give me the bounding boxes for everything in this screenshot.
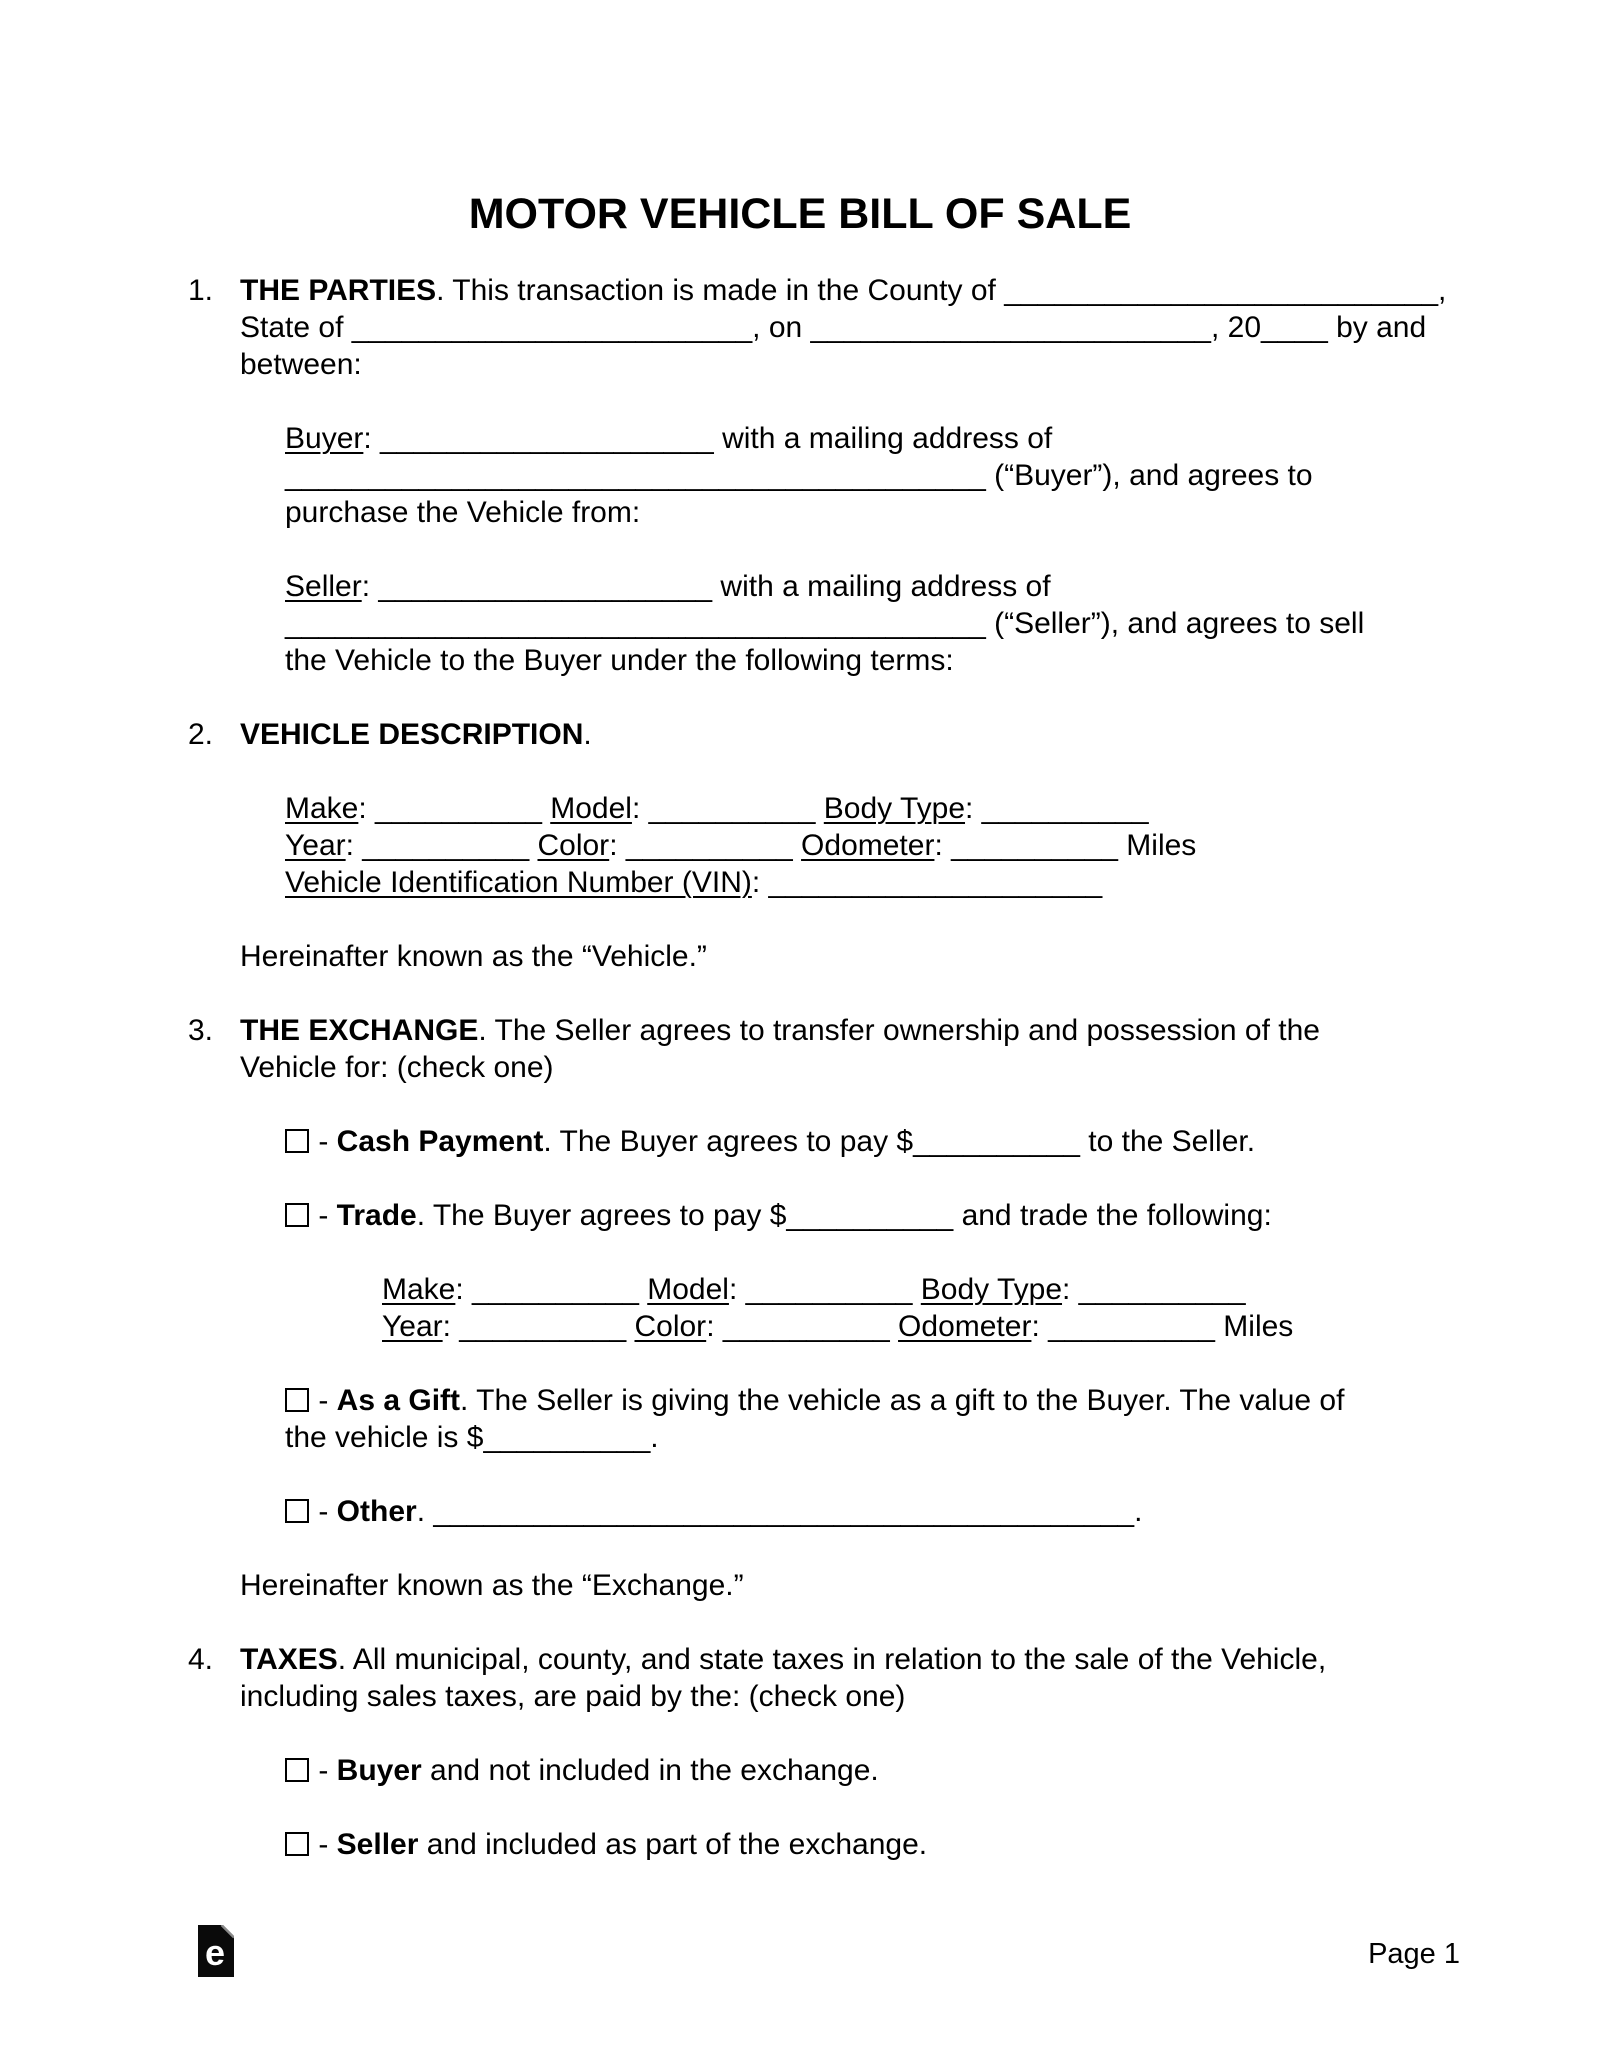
seller-label: Seller xyxy=(285,570,362,603)
buyer-line-1 xyxy=(285,420,1462,457)
other-blank: . __________________________________________. xyxy=(416,1495,1143,1528)
year-blank: : __________ xyxy=(345,829,538,862)
cash-payment-label: Cash Payment xyxy=(336,1125,544,1158)
tax-buyer-line xyxy=(285,1752,1462,1789)
section-body xyxy=(240,272,1462,679)
section-number: 3. xyxy=(188,1014,214,1047)
trade-label: Trade xyxy=(336,1199,417,1232)
cash-payment-text: . The Buyer agrees to pay $__________ to the Seller. xyxy=(543,1125,1256,1158)
make-blank: : __________ xyxy=(358,792,551,825)
model-blank: : __________ xyxy=(631,792,824,825)
section-heading: THE PARTIES xyxy=(240,274,437,307)
body-type-blank: : __________ xyxy=(1062,1273,1246,1306)
document-title: MOTOR VEHICLE BILL OF SALE xyxy=(468,190,1132,238)
other-checkbox[interactable] xyxy=(285,1499,309,1523)
tax-seller-option xyxy=(285,1826,1462,1863)
tax-seller-checkbox[interactable] xyxy=(285,1832,309,1856)
year-label: Year xyxy=(382,1310,443,1343)
dash-separator: - xyxy=(310,1125,337,1158)
vehicle-row-1 xyxy=(285,790,1462,827)
vehicle-description-heading xyxy=(240,716,1462,753)
section-heading: TAXES xyxy=(240,1643,338,1676)
section-body xyxy=(240,1012,1462,1604)
make-blank: : __________ xyxy=(455,1273,648,1306)
tax-buyer-checkbox[interactable] xyxy=(285,1758,309,1782)
tax-seller-label: Seller xyxy=(336,1828,419,1861)
section-number: 4. xyxy=(188,1643,214,1676)
parties-line-2: State of ________________________, on ________________________, 20____ by and xyxy=(240,311,1427,344)
parties-line-3: between: xyxy=(240,348,362,381)
tax-seller-line xyxy=(285,1826,1462,1863)
seller-line-3: the Vehicle to the Buyer under the following terms: xyxy=(285,644,954,677)
year-label: Year xyxy=(285,829,346,862)
exchange-note-text: Hereinafter known as the “Exchange.” xyxy=(240,1569,744,1602)
section-the-parties xyxy=(188,272,1462,679)
odometer-label: Odometer xyxy=(898,1310,1032,1343)
tax-buyer-option xyxy=(285,1752,1462,1789)
vehicle-note xyxy=(240,938,1462,975)
vin-blank: : ____________________ xyxy=(751,866,1103,899)
seller-line-1-text: : ____________________ with a mailing address of xyxy=(361,570,1051,603)
cash-payment-option xyxy=(285,1123,1462,1160)
heading-period: . xyxy=(583,718,592,751)
model-label: Model xyxy=(550,792,632,825)
eforms-logo xyxy=(198,1925,234,1977)
tax-buyer-label: Buyer xyxy=(336,1754,422,1787)
vehicle-fields xyxy=(285,790,1462,901)
parties-line-1 xyxy=(240,272,1462,309)
logo-letter: e xyxy=(205,1932,226,1973)
vehicle-note-text: Hereinafter known as the “Vehicle.” xyxy=(240,940,707,973)
dash-separator: - xyxy=(310,1754,337,1787)
color-blank: : __________ xyxy=(609,829,802,862)
dash-separator: - xyxy=(310,1828,337,1861)
cash-payment-line xyxy=(285,1123,1462,1160)
gift-text: . The Seller is giving the vehicle as a gift to the Buyer. The value of xyxy=(460,1384,1345,1417)
trade-text: . The Buyer agrees to pay $__________ and trade the following: xyxy=(416,1199,1272,1232)
section-body xyxy=(240,716,1462,975)
taxes-line-1 xyxy=(240,1641,1462,1678)
buyer-label: Buyer xyxy=(285,422,364,455)
gift-line-1 xyxy=(285,1382,1462,1419)
body-type-label: Body Type xyxy=(920,1273,1063,1306)
make-label: Make xyxy=(382,1273,456,1306)
trade-vehicle-fields xyxy=(382,1271,1462,1345)
exchange-note xyxy=(240,1567,1462,1604)
buyer-line-1-text: : ____________________ with a mailing address of xyxy=(363,422,1053,455)
trade-checkbox[interactable] xyxy=(285,1203,309,1227)
gift-line-2: the vehicle is $__________. xyxy=(285,1421,659,1454)
section-heading: THE EXCHANGE xyxy=(240,1014,479,1047)
exchange-line-1-text: . The Seller agrees to transfer ownership and possession of the xyxy=(478,1014,1320,1047)
dash-separator: - xyxy=(310,1495,337,1528)
section-taxes xyxy=(188,1641,1462,1863)
odometer-blank: : __________ Miles xyxy=(1031,1310,1294,1343)
model-label: Model xyxy=(647,1273,729,1306)
section-vehicle-description xyxy=(188,716,1462,975)
trade-vehicle-row-1 xyxy=(382,1271,1462,1308)
buyer-paragraph xyxy=(285,420,1462,531)
vin-label: Vehicle Identification Number (VIN) xyxy=(285,866,752,899)
trade-line xyxy=(285,1197,1462,1234)
dash-separator: - xyxy=(310,1199,337,1232)
seller-paragraph xyxy=(285,568,1462,679)
section-number: 1. xyxy=(188,274,214,307)
exchange-line-2: Vehicle for: (check one) xyxy=(240,1051,554,1084)
exchange-line-1 xyxy=(240,1012,1462,1049)
taxes-line-1-text: . All municipal, county, and state taxes in relation to the sale of the Vehicle, xyxy=(337,1643,1327,1676)
trade-option xyxy=(285,1197,1462,1234)
year-blank: : __________ xyxy=(442,1310,635,1343)
dash-separator: - xyxy=(310,1384,337,1417)
gift-option xyxy=(285,1382,1462,1456)
tax-seller-text: and included as part of the exchange. xyxy=(418,1828,928,1861)
seller-line-2: __________________________________________ (“Seller”), and agrees to sell xyxy=(285,607,1365,640)
other-option xyxy=(285,1493,1462,1530)
document-body xyxy=(0,272,1600,1863)
buyer-line-3: purchase the Vehicle from: xyxy=(285,496,641,529)
buyer-line-2: __________________________________________ (“Buyer”), and agrees to xyxy=(285,459,1313,492)
body-type-blank: : __________ xyxy=(965,792,1149,825)
parties-line-1-text: . This transaction is made in the County of __________________________, xyxy=(436,274,1447,307)
cash-payment-checkbox[interactable] xyxy=(285,1129,309,1153)
vin-row xyxy=(285,864,1462,901)
make-label: Make xyxy=(285,792,359,825)
other-label: Other xyxy=(336,1495,417,1528)
vehicle-row-2 xyxy=(285,827,1462,864)
odometer-blank: : __________ Miles xyxy=(934,829,1197,862)
gift-label: As a Gift xyxy=(336,1384,461,1417)
model-blank: : __________ xyxy=(728,1273,921,1306)
taxes-line-2: including sales taxes, are paid by the: (check one) xyxy=(240,1680,906,1713)
gift-checkbox[interactable] xyxy=(285,1388,309,1412)
color-label: Color xyxy=(537,829,610,862)
color-blank: : __________ xyxy=(706,1310,899,1343)
section-number: 2. xyxy=(188,718,214,751)
tax-buyer-text: and not included in the exchange. xyxy=(421,1754,879,1787)
color-label: Color xyxy=(634,1310,707,1343)
trade-vehicle-row-2 xyxy=(382,1308,1462,1345)
odometer-label: Odometer xyxy=(801,829,935,862)
section-the-exchange xyxy=(188,1012,1462,1604)
other-line xyxy=(285,1493,1462,1530)
body-type-label: Body Type xyxy=(823,792,966,825)
seller-line-1 xyxy=(285,568,1462,605)
section-heading: VEHICLE DESCRIPTION xyxy=(240,718,584,751)
page-number: Page 1 xyxy=(1368,1938,1460,1970)
section-body xyxy=(240,1641,1462,1863)
